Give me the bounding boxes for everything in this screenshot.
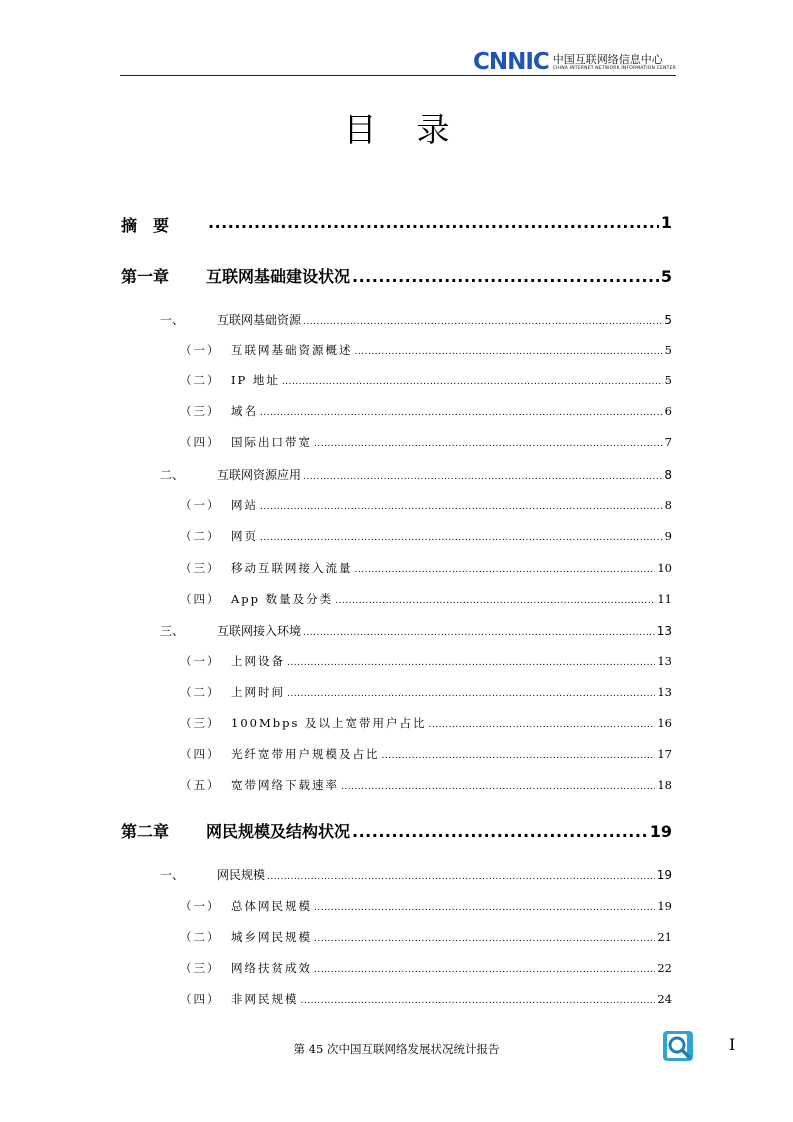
toc-entry-line	[231, 591, 672, 607]
toc-entry[interactable]	[0, 777, 793, 797]
toc-entry[interactable]	[0, 342, 793, 362]
toc-entry[interactable]	[0, 866, 793, 886]
toc-entry-page: 16	[657, 716, 672, 730]
toc-entry[interactable]	[0, 466, 793, 486]
toc-entry-label: 网民规模及结构状况	[206, 822, 351, 841]
footer-report-title: 第 45 次中国互联网络发展状况统计报告	[293, 1042, 500, 1056]
toc-leader-dots	[303, 317, 662, 327]
toc-entry-label: 互联网资源应用	[217, 468, 302, 482]
toc-leader-dots	[287, 658, 655, 668]
toc-entry-number: （一）	[180, 343, 221, 357]
toc-entry-page: 13	[657, 654, 672, 668]
toc-entry-line	[231, 342, 672, 358]
toc-entry[interactable]	[0, 591, 793, 611]
toc-entry-page: 19	[656, 868, 672, 882]
toc-entry[interactable]	[0, 497, 793, 517]
toc-entry-label: 上网时间	[231, 685, 285, 699]
toc-leader-dots	[429, 720, 656, 730]
logo-text	[553, 54, 676, 72]
toc-entry-label: 上网设备	[231, 654, 285, 668]
toc-entry-line	[206, 264, 672, 287]
toc-entry-number: （三）	[180, 561, 221, 575]
toc-entry-number: （二）	[180, 685, 221, 699]
cnnic-logo	[473, 51, 676, 74]
toc-entry-page: 19	[649, 822, 672, 841]
toc-entry-label: 域名	[231, 404, 258, 418]
toc-entry-label: 网页	[231, 529, 258, 543]
toc-leader-dots	[352, 267, 659, 286]
toc-entry-page: 5	[660, 267, 672, 286]
toc-leader-dots	[260, 502, 663, 512]
toc-entry-page: 19	[657, 899, 672, 913]
toc-entry-label: 光纤宽带用户规模及占比	[231, 747, 380, 761]
toc-entry-page: 17	[657, 747, 672, 761]
toc-entry-label: 网站	[231, 498, 258, 512]
toc-leader-dots	[355, 565, 656, 575]
toc-entry-page: 22	[657, 961, 672, 975]
toc-entry-number: 摘 要	[121, 216, 170, 235]
logo-cn: 中国互联网络信息中心	[552, 52, 663, 66]
page-number: I	[729, 1035, 736, 1054]
toc-entry-page: 24	[657, 992, 672, 1006]
toc-entry-number: （四）	[180, 435, 221, 449]
toc-entry-line	[206, 819, 672, 842]
toc-entry-page: 8	[664, 498, 672, 512]
toc-entry[interactable]	[0, 684, 793, 704]
toc-entry[interactable]	[0, 213, 793, 233]
toc-entry-number: （四）	[180, 592, 221, 606]
toc-entry[interactable]	[0, 960, 793, 980]
toc-entry-page: 8	[664, 468, 672, 482]
toc-entry-number: （三）	[180, 961, 221, 975]
toc-leader-dots	[314, 903, 655, 913]
toc-entry-page: 13	[657, 685, 672, 699]
toc-entry[interactable]	[0, 403, 793, 423]
toc-entry-line	[231, 372, 672, 388]
toc-leader-dots	[314, 934, 655, 944]
toc-entry[interactable]	[0, 622, 793, 642]
toc-entry[interactable]	[0, 372, 793, 392]
toc-entry-line	[231, 528, 672, 544]
toc-entry-number: 三、	[160, 624, 185, 638]
toc-entry[interactable]	[0, 311, 793, 331]
toc-entry-page: 5	[664, 343, 672, 357]
toc-entry-line	[231, 991, 672, 1007]
toc-entry-line	[231, 929, 672, 945]
toc-entry-number: 一、	[160, 313, 185, 327]
toc-leader-dots	[355, 347, 663, 357]
toc-entry-line	[231, 560, 672, 576]
page-title: 目录	[343, 110, 490, 149]
toc-entry-line	[231, 715, 672, 731]
toc-entry[interactable]	[0, 434, 793, 454]
toc-entry-line	[217, 622, 672, 639]
logo-mark: CNNIC	[472, 49, 549, 75]
toc-entry[interactable]	[0, 819, 793, 839]
toc-entry-page: 5	[664, 373, 672, 387]
toc-entry-label: 宽带网络下载速率	[231, 778, 339, 792]
toc-entry-number: 第二章	[121, 822, 170, 841]
page-header	[120, 48, 676, 76]
toc-leader-dots	[303, 628, 655, 638]
toc-entry-line	[217, 466, 672, 483]
toc-entry[interactable]	[0, 653, 793, 673]
toc-entry-number: （四）	[180, 747, 221, 761]
toc-entry-label: 互联网接入环境	[217, 624, 302, 638]
logo-en: CHINA INTERNET NETWORK INFORMATION CENTER	[552, 65, 676, 71]
toc-leader-dots	[260, 533, 663, 543]
toc-entry-number: 一、	[160, 868, 185, 882]
toc-entry-page: 11	[657, 592, 672, 606]
header-rule	[120, 75, 676, 76]
toc-entry-line	[217, 866, 672, 883]
toc-entry-label: 移动互联网接入流量	[231, 561, 353, 575]
toc-entry-label: 互联网基础资源	[217, 313, 302, 327]
toc-leader-dots	[267, 872, 655, 882]
toc-entry-label: 互联网基础建设状况	[206, 267, 351, 286]
toc-leader-dots	[314, 965, 655, 975]
toc-entry-page: 18	[657, 778, 672, 792]
toc-entry[interactable]	[0, 560, 793, 580]
toc-entry-label: 国际出口带宽	[231, 435, 312, 449]
toc-leader-dots	[282, 377, 663, 387]
toc-entry-number: 第一章	[121, 267, 170, 286]
toc-leader-dots	[208, 213, 659, 232]
toc-entry-number: （三）	[180, 404, 221, 418]
toc-entry-page: 1	[660, 213, 672, 232]
toc-entry-page: 21	[657, 930, 672, 944]
toc-entry-label: 互联网基础资源概述	[231, 343, 353, 357]
toc-entry[interactable]	[0, 929, 793, 949]
toc-leader-dots	[287, 689, 655, 699]
toc-entry-line	[231, 777, 672, 793]
toc-leader-dots	[341, 782, 655, 792]
toc-entry-number: （五）	[180, 778, 221, 792]
toc-leader-dots	[335, 596, 655, 606]
toc-entry-line	[231, 746, 672, 762]
toc-entry-label: App 数量及分类	[231, 592, 334, 606]
toc-entry[interactable]	[0, 715, 793, 735]
toc-entry-label: 网络扶贫成效	[231, 961, 312, 975]
toc-entry-label: 100Mbps 及以上宽带用户占比	[231, 716, 427, 730]
toc-entry-number: 二、	[160, 468, 185, 482]
toc-entry-line	[231, 653, 672, 669]
toc-entry-number: （二）	[180, 373, 221, 387]
toc-entry-number: （三）	[180, 716, 221, 730]
toc-entry-label: IP 地址	[231, 373, 280, 387]
toc-entry-number: （一）	[180, 899, 221, 913]
toc-entry-line	[231, 403, 672, 419]
toc-entry-line	[206, 213, 672, 232]
toc-entry-line	[231, 434, 672, 450]
toc-entry-line	[231, 960, 672, 976]
toc-entry-number: （一）	[180, 654, 221, 668]
toc-leader-dots	[303, 472, 662, 482]
toc-leader-dots	[301, 996, 656, 1006]
toc-entry-line	[217, 311, 672, 328]
toc-entry[interactable]	[0, 991, 793, 1011]
toc-leader-dots	[314, 439, 663, 449]
toc-entry-page: 5	[664, 313, 672, 327]
toc-entry-number: （四）	[180, 992, 221, 1006]
magnifier-report-icon	[662, 1030, 694, 1062]
toc-entry-page: 6	[664, 404, 672, 418]
toc-entry-page: 10	[657, 561, 672, 575]
toc-entry-line	[231, 898, 672, 914]
toc-entry-number: （二）	[180, 529, 221, 543]
toc-entry[interactable]	[0, 528, 793, 548]
toc-entry-page: 13	[656, 624, 672, 638]
toc-leader-dots	[352, 822, 648, 841]
toc-entry[interactable]	[0, 898, 793, 918]
toc-leader-dots	[260, 408, 663, 418]
toc-entry-line	[231, 497, 672, 513]
toc-entry-number: （一）	[180, 498, 221, 512]
toc-entry-number: （二）	[180, 930, 221, 944]
toc-entry[interactable]	[0, 746, 793, 766]
toc-leader-dots	[382, 751, 656, 761]
toc-entry-label: 城乡网民规模	[231, 930, 312, 944]
toc-entry-label: 网民规模	[217, 868, 266, 882]
toc-entry[interactable]	[0, 264, 793, 284]
toc-entry-label: 总体网民规模	[231, 899, 312, 913]
toc-entry-line	[231, 684, 672, 700]
toc-entry-page: 7	[664, 435, 672, 449]
toc-entry-label: 非网民规模	[231, 992, 299, 1006]
toc-entry-page: 9	[664, 529, 672, 543]
